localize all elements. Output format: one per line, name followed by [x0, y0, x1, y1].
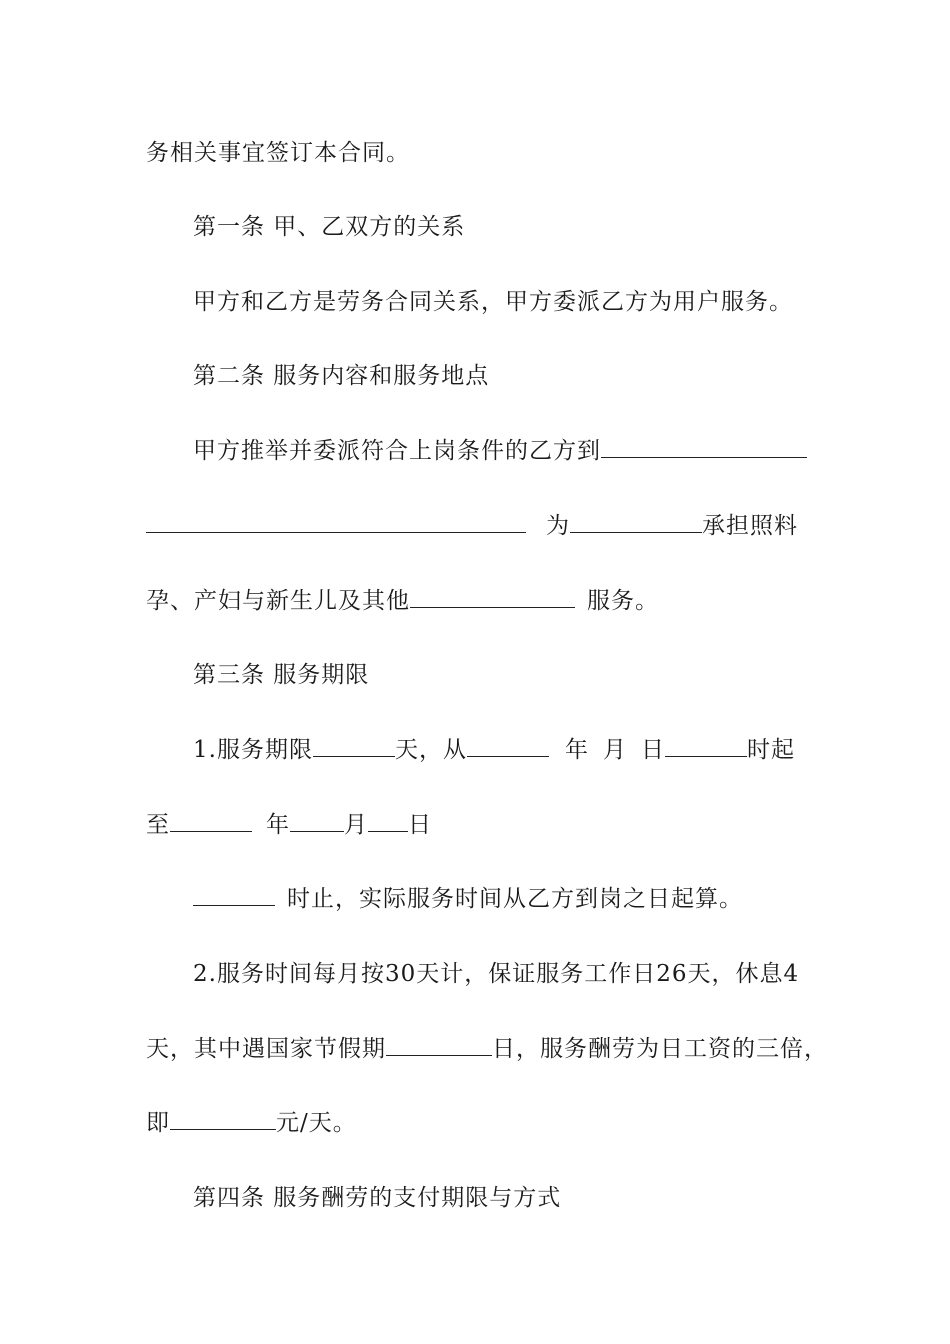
paragraph-line	[146, 138, 811, 168]
text: 时起	[746, 737, 795, 763]
paragraph-line	[193, 884, 811, 914]
fill-in-blank-start-hour[interactable]	[665, 736, 747, 757]
text: 年	[564, 737, 589, 763]
paragraph-line	[193, 436, 811, 466]
text: 甲方推举并委派符合上岗条件的乙方到	[193, 438, 601, 464]
paragraph-line	[193, 287, 811, 317]
paragraph-line	[193, 959, 811, 989]
fill-in-blank-other-service[interactable]	[410, 587, 575, 608]
article-1-heading	[193, 212, 811, 242]
text: 日	[408, 812, 432, 838]
text: 月	[602, 737, 627, 763]
text: 时止，实际服务时间从乙方到岗之日起算。	[287, 886, 743, 912]
text: 日，服务酬劳为日工资的三倍，	[492, 1036, 828, 1062]
paragraph-line	[146, 1108, 811, 1138]
text: 元/天。	[276, 1110, 357, 1136]
text: 即	[146, 1110, 170, 1136]
text: 天，从	[394, 737, 467, 763]
fill-in-blank-end-year[interactable]	[170, 811, 252, 832]
fill-in-blank-location-cont[interactable]	[146, 512, 526, 533]
text: 务相关事宜签订本合同。	[146, 140, 410, 166]
article-3-heading	[193, 660, 811, 690]
article-2-heading	[193, 361, 811, 391]
text: 第三条 服务期限	[193, 662, 370, 688]
fill-in-blank-holiday-days[interactable]	[386, 1035, 492, 1056]
text: 第二条 服务内容和服务地点	[193, 363, 490, 389]
text: 1.服务期限	[193, 737, 313, 763]
text: 甲方和乙方是劳务合同关系，甲方委派乙方为用户服务。	[193, 289, 793, 315]
paragraph-line	[146, 511, 811, 541]
fill-in-blank-end-month[interactable]	[290, 811, 344, 832]
text: 至	[146, 812, 170, 838]
fill-in-blank-location[interactable]	[601, 437, 807, 458]
text: 服务。	[587, 588, 659, 614]
text: 月	[344, 812, 368, 838]
text: 为	[546, 513, 570, 539]
text: 天，其中遇国家节假期	[146, 1036, 386, 1062]
paragraph-line	[193, 735, 811, 765]
fill-in-blank-end-day[interactable]	[368, 811, 408, 832]
text: 年	[266, 812, 290, 838]
text: 孕、产妇与新生儿及其他	[146, 588, 410, 614]
fill-in-blank-end-hour[interactable]	[193, 885, 275, 906]
fill-in-blank-daily-rate[interactable]	[170, 1109, 276, 1130]
text: 第一条 甲、乙双方的关系	[193, 214, 466, 240]
text: 承担照料	[702, 513, 798, 539]
paragraph-line	[146, 1034, 828, 1064]
text: 日	[640, 737, 665, 763]
text: 2.服务时间每月按30天计，保证服务工作日26天，休息4	[193, 961, 800, 987]
paragraph-line	[146, 586, 811, 616]
paragraph-line	[146, 810, 811, 840]
fill-in-blank-start-year[interactable]	[467, 736, 549, 757]
article-4-heading	[193, 1183, 811, 1213]
text: 第四条 服务酬劳的支付期限与方式	[193, 1185, 562, 1211]
fill-in-blank-client[interactable]	[570, 512, 702, 533]
fill-in-blank-days[interactable]	[313, 736, 395, 757]
